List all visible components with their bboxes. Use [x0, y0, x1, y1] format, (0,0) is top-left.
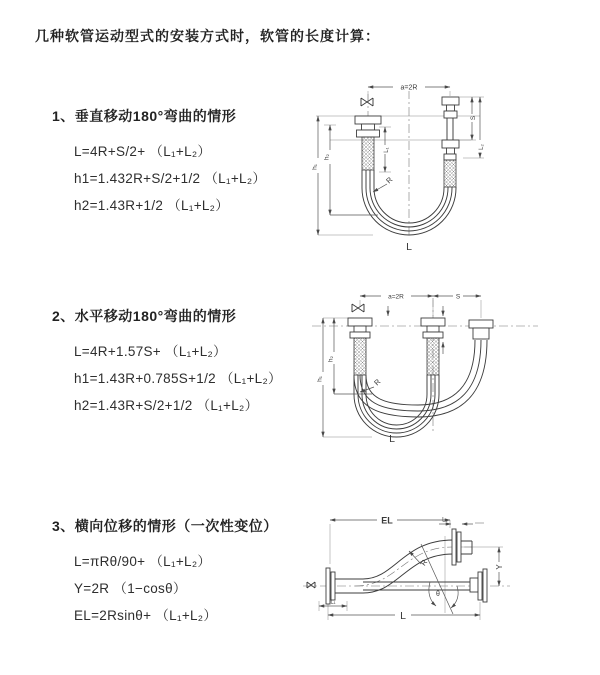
dim-l2: [439, 518, 473, 525]
section-1-formulas: [52, 138, 312, 219]
radius-callout: [360, 377, 383, 392]
dim-l1: [384, 127, 390, 172]
hose-u-bend-original: [354, 375, 439, 437]
formula-line: h2=1.43R+1/2 （L₁+L₂）: [74, 198, 230, 213]
dim-label-theta: θ: [436, 591, 440, 598]
dim-el: [330, 514, 450, 526]
dim-label-h1: h₁: [316, 376, 324, 382]
section-vertical-bend: [52, 106, 312, 219]
section-lateral-displacement: [52, 516, 312, 629]
braided-hose-section: [444, 160, 456, 187]
dim-span-top: [368, 81, 450, 92]
dim-label-l-total: L: [389, 433, 395, 444]
left-flange-fitting: [355, 116, 381, 170]
pipe-break-icon: [307, 582, 315, 588]
page-title: 几种软管运动型式的安装方式时，软管的长度计算：: [35, 28, 380, 44]
section-1-heading: 1、垂直移动180°弯曲的情形: [52, 108, 237, 124]
dim-label-s: S: [469, 115, 477, 121]
dim-label-l2: L₂: [478, 144, 485, 150]
dim-s: [470, 97, 477, 140]
dim-label-r: R: [418, 557, 430, 568]
valve-icon: [352, 304, 364, 312]
right-flange-fitting: [442, 97, 459, 187]
dim-label-l-total: L: [406, 241, 412, 253]
formula-line: L=4R+1.57S+ （L₁+L₂）: [74, 344, 227, 359]
middle-flange-fitting: [421, 318, 445, 375]
dim-h1: [317, 318, 324, 437]
dim-label-h2: h₂: [327, 355, 335, 363]
braided-hose-section: [427, 338, 439, 375]
section-horizontal-bend: [52, 306, 312, 419]
extension-lines: [319, 517, 503, 620]
formula-line: Y=2R （1−cosθ）: [74, 581, 187, 596]
dim-label-h1: h₁: [311, 164, 319, 170]
diagram-vertical-u-bend: [303, 70, 533, 258]
dim-l1: [319, 600, 347, 607]
dim-label-r: R: [384, 175, 395, 186]
formula-line: L=4R+S/2+ （L₁+L₂）: [74, 144, 212, 159]
formula-line: L=πRθ/90+ （L₁+L₂）: [74, 554, 212, 569]
dim-label-l: L: [400, 610, 406, 622]
dim-label-l1: L₁: [330, 599, 336, 606]
extension-lines: [316, 91, 484, 235]
right-flange-fitting: [469, 320, 493, 339]
section-2-formulas: [52, 338, 312, 419]
formula-line: h2=1.43R+S/2+1/2 （L₁+L₂）: [74, 398, 259, 413]
dim-label-a2r: a=2R: [388, 293, 404, 301]
dim-label-l2: L₂: [442, 517, 448, 524]
dim-h1: [312, 116, 319, 235]
left-flange-fitting: [348, 318, 372, 375]
dim-label-l1: L₁: [383, 147, 390, 153]
diagram-horizontal-u-bend: [310, 282, 542, 444]
radius-callout: [373, 175, 395, 192]
dim-label-a2r: a=2R: [400, 84, 418, 92]
braided-hose-section: [354, 338, 366, 375]
dim-label-el: EL: [381, 515, 393, 526]
formula-line: EL=2Rsinθ+ （L₁+L₂）: [74, 608, 218, 623]
braided-hose-section: [362, 137, 374, 170]
section-2-heading: 2、水平移动180°弯曲的情形: [52, 308, 237, 324]
formula-line: h1=1.43R+0.785S+1/2 （L₁+L₂）: [74, 371, 282, 386]
dim-label-h2: h₂: [323, 153, 331, 161]
diagram-lateral-displacement: [295, 498, 585, 643]
dim-label-y: Y: [494, 564, 504, 570]
dim-l2: [479, 97, 485, 158]
valve-icon: [361, 98, 373, 106]
dim-l-total: [328, 608, 480, 622]
section-3-formulas: [52, 548, 312, 629]
section-3-heading: 3、横向位移的情形（一次性变位）: [52, 518, 278, 534]
dim-label-s: S: [455, 293, 461, 301]
formula-line: h1=1.432R+S/2+1/2 （L₁+L₂）: [74, 171, 267, 186]
dim-label-r: R: [372, 377, 383, 388]
dim-y: [495, 547, 504, 586]
dim-span-top: [360, 291, 481, 301]
